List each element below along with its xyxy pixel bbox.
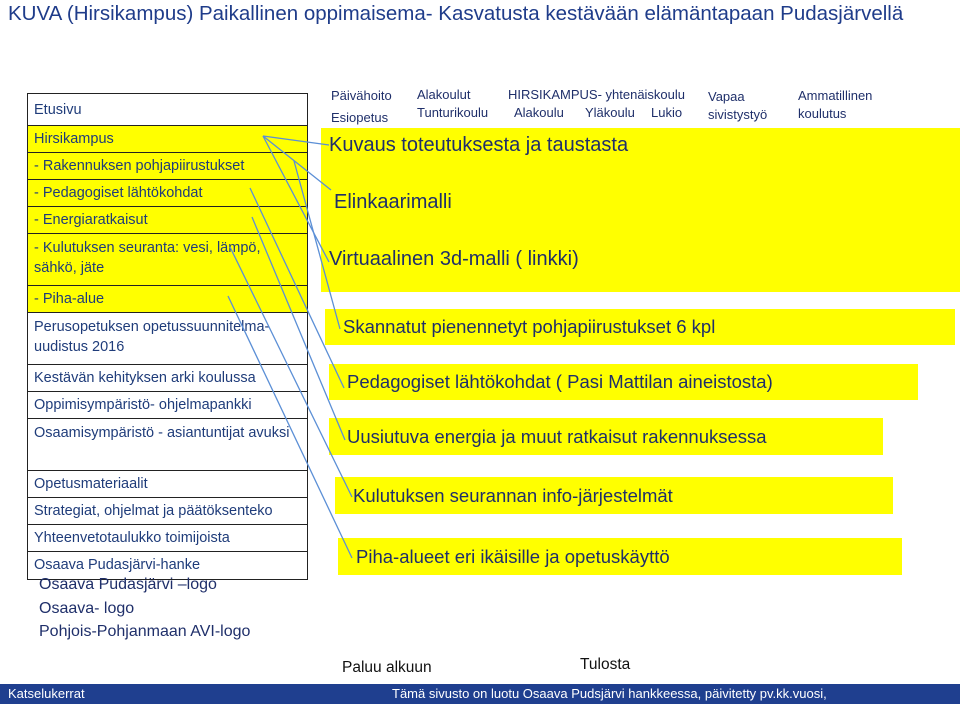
header-paivahoito[interactable]: Päivähoito [331, 88, 392, 103]
box-kulutus-label: Kulutuksen seurannan info-järjestelmät [353, 484, 673, 506]
nav-item-yhteenvetotaulukko[interactable]: Yhteenvetotaulukko toimijoista [28, 525, 307, 552]
header-esiopetus[interactable]: Esiopetus [331, 110, 389, 125]
logo-osaava[interactable]: Osaava- logo [39, 599, 135, 617]
nav-item-pohjapiirustukset[interactable]: - Rakennuksen pohjapiirustukset [28, 153, 307, 180]
link-elinkaarimalli[interactable]: Elinkaarimalli [334, 191, 452, 213]
nav-item-energiaratkaisut[interactable]: - Energiaratkaisut [28, 207, 307, 234]
nav-item-hirsikampus[interactable]: Hirsikampus [28, 126, 307, 153]
sidebar-nav [27, 93, 308, 580]
logo-osaava-pudasjarvi[interactable]: Osaava Pudasjärvi –logo [39, 576, 217, 593]
header-ammatillinen[interactable]: Ammatillinen [798, 88, 873, 103]
nav-item-kulutuksen-seuranta[interactable]: - Kulutuksen seuranta: vesi, lämpö, sähkö, jäte [28, 234, 307, 286]
nav-item-osaamisymparisto[interactable]: Osaamisympäristö - asiantuntijat avuksi [28, 419, 307, 471]
nav-item-etusivu[interactable]: Etusivu [28, 94, 307, 126]
footer-view-count: Katselukerrat [8, 686, 85, 701]
page-title: KUVA (Hirsikampus) Paikallinen oppimaisema- Kasvatusta kestävään elämäntapaan Pudasjärvellä [8, 2, 904, 25]
box-piha[interactable] [338, 538, 902, 575]
footer-credit: Tämä sivusto on luotu Osaava Pudsjärvi hankkeessa, päivitetty pv.kk.vuosi, [392, 686, 827, 701]
header-hirsikampus[interactable]: HIRSIKAMPUS- yhtenäiskoulu [508, 87, 686, 102]
link-virtuaalinen-malli[interactable]: Virtuaalinen 3d-malli ( linkki) [329, 248, 579, 270]
nav-item-kestava-kehitys[interactable]: Kestävän kehityksen arki koulussa [28, 365, 307, 392]
box-pedagogiset-label: Pedagogiset lähtökohdat ( Pasi Mattilan aineistosta) [347, 371, 773, 392]
header-koulutus[interactable]: koulutus [798, 106, 847, 121]
nav-item-piha-alue[interactable]: - Piha-alue [28, 286, 307, 313]
logo-avi[interactable]: Pohjois-Pohjanmaan AVI-logo [39, 623, 251, 640]
header-vapaa[interactable]: Vapaa [708, 89, 745, 104]
nav-item-pedagogiset[interactable]: - Pedagogiset lähtökohdat [28, 180, 307, 207]
nav-item-opetussuunnitelma[interactable]: Perusopetuksen opetussuunnitelma-uudistus 2016 [28, 313, 307, 365]
logo-list [39, 573, 250, 644]
print-link[interactable]: Tulosta [580, 656, 631, 673]
header-ylakoulu[interactable]: Yläkoulu [585, 105, 635, 120]
header-sivistystyo[interactable]: sivistystyö [708, 107, 768, 122]
header-alakoulut[interactable]: Alakoulut [417, 87, 471, 102]
link-kuvaus[interactable]: Kuvaus toteutuksesta ja taustasta [329, 134, 629, 156]
box-pedagogiset[interactable] [329, 364, 918, 400]
box-kulutus[interactable] [335, 477, 893, 514]
footer-bar [0, 684, 960, 704]
box-uusiutuva-label: Uusiutuva energia ja muut ratkaisut rakennuksessa [347, 425, 767, 447]
header-tunturikoulu[interactable]: Tunturikoulu [417, 105, 489, 120]
box-skannatut[interactable] [325, 309, 955, 345]
box-piha-label: Piha-alueet eri ikäisille ja opetuskäyttö [356, 545, 670, 567]
header-alakoulu[interactable]: Alakoulu [514, 105, 564, 120]
nav-item-opetusmateriaalit[interactable]: Opetusmateriaalit [28, 471, 307, 498]
back-to-top-link[interactable]: Paluu alkuun [342, 659, 432, 676]
box-uusiutuva[interactable] [329, 418, 883, 455]
nav-item-osaava-hanke[interactable]: Osaava Pudasjärvi-hanke [34, 557, 201, 573]
nav-item-strategiat[interactable]: Strategiat, ohjelmat ja päätöksenteko [28, 498, 307, 525]
header-lukio[interactable]: Lukio [651, 105, 683, 120]
nav-item-ohjelmapankki[interactable]: Oppimisympäristö- ohjelmapankki [28, 392, 307, 419]
box-skannatut-label: Skannatut pienennetyt pohjapiirustukset 6 kpl [343, 316, 716, 337]
